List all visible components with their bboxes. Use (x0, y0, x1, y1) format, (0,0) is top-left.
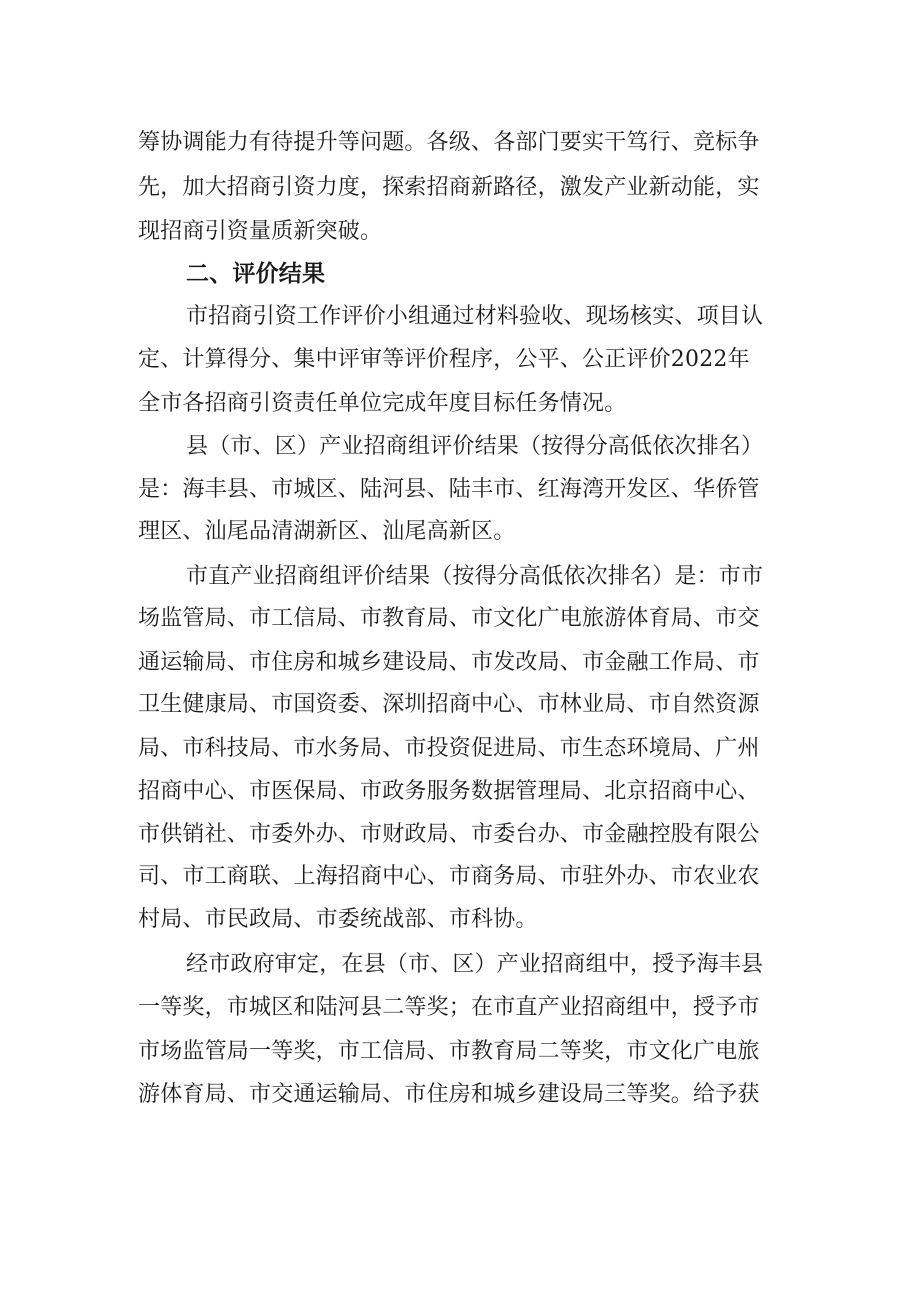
paragraph-line: 是：海丰县、市城区、陆河县、陆丰市、红海湾开发区、华侨管 (138, 477, 760, 502)
paragraph-line: 定、计算得分、集中评审等评价程序，公平、公正评价2022年 (138, 347, 750, 372)
paragraph-line: 市招商引资工作评价小组通过材料验收、现场核实、项目认 (186, 304, 764, 329)
paragraph-line: 市场监管局一等奖，市工信局、市教育局二等奖，市文化广电旅 (138, 1039, 760, 1064)
paragraph-line: 市供销社、市委外办、市财政局、市委台办、市金融控股有限公 (138, 822, 760, 847)
paragraph-line: 筹协调能力有待提升等问题。各级、各部门要实干笃行、竞标争 (138, 130, 760, 155)
paragraph-line: 经市政府审定，在县（市、区）产业招商组中，授予海丰县 (186, 952, 764, 977)
paragraph-line: 场监管局、市工信局、市教育局、市文化广电旅游体育局、市交 (138, 606, 760, 631)
section-heading: 二、评价结果 (186, 261, 326, 287)
paragraph-line: 先，加大招商引资力度，探索招商新路径，激发产业新动能，实 (138, 175, 760, 200)
paragraph-line: 市直产业招商组评价结果（按得分高低依次排名）是：市市 (186, 564, 764, 589)
paragraph-line: 村局、市民政局、市委统战部、市科协。 (138, 907, 538, 932)
paragraph-line: 局、市科技局、市水务局、市投资促进局、市生态环境局、广州 (138, 736, 760, 761)
paragraph-line: 卫生健康局、市国资委、深圳招商中心、市林业局、市自然资源 (138, 692, 760, 717)
paragraph-line: 通运输局、市住房和城乡建设局、市发改局、市金融工作局、市 (138, 650, 760, 675)
paragraph-line: 招商中心、市医保局、市政务服务数据管理局、北京招商中心、 (138, 779, 760, 804)
paragraph-line: 理区、汕尾品清湖新区、汕尾高新区。 (138, 519, 516, 544)
paragraph-line: 县（市、区）产业招商组评价结果（按得分高低依次排名） (186, 434, 764, 459)
paragraph-line: 一等奖，市城区和陆河县二等奖；在市直产业招商组中，授予市 (138, 995, 760, 1020)
paragraph-line: 司、市工商联、上海招商中心、市商务局、市驻外办、市农业农 (138, 864, 760, 889)
paragraph-line: 游体育局、市交通运输局、市住房和城乡建设局三等奖。给予获 (138, 1082, 760, 1107)
paragraph-line: 现招商引资量质新突破。 (138, 219, 383, 244)
paragraph-line: 全市各招商引资责任单位完成年度目标任务情况。 (138, 391, 627, 416)
